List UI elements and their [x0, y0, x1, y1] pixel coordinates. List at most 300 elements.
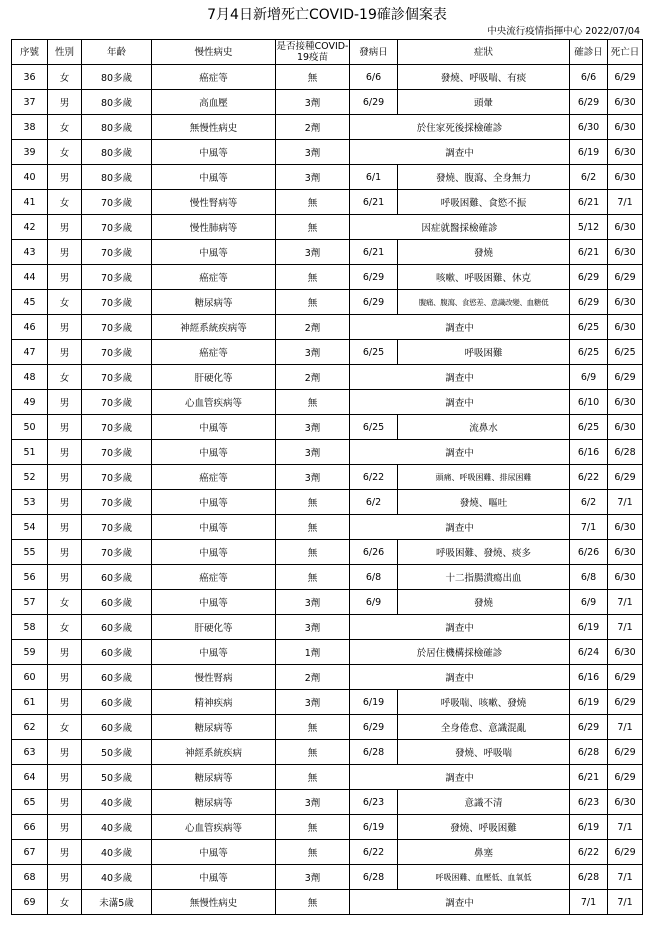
cell-no: 48: [12, 365, 48, 390]
cell-sex: 男: [48, 415, 82, 440]
cell-age: 50多歲: [82, 740, 152, 765]
table-row: [12, 490, 643, 515]
cell-vaccine: 3劑: [276, 90, 350, 115]
cell-symptoms: 呼吸困難、血壓低、血氧低: [398, 865, 570, 890]
cell-vaccine: 3劑: [276, 415, 350, 440]
cell-note: 於居住機構採檢確診: [350, 640, 570, 665]
cell-age: 70多歲: [82, 190, 152, 215]
cell-death: 7/1: [608, 890, 643, 915]
cell-history: 神經系統疾病等: [152, 315, 276, 340]
cell-sex: 男: [48, 790, 82, 815]
cell-confirmed: 6/9: [570, 590, 608, 615]
cell-vaccine: 無: [276, 390, 350, 415]
cell-no: 62: [12, 715, 48, 740]
header-age: 年齡: [82, 40, 152, 65]
cell-no: 57: [12, 590, 48, 615]
cell-symptoms: 頭痛、呼吸困難、排尿困難: [398, 465, 570, 490]
table-row: [12, 815, 643, 840]
cell-onset: 6/8: [350, 565, 398, 590]
cell-history: 慢性腎病等: [152, 190, 276, 215]
cell-onset: 6/25: [350, 340, 398, 365]
cell-history: 肝硬化等: [152, 615, 276, 640]
cell-onset: 6/29: [350, 290, 398, 315]
cell-no: 49: [12, 390, 48, 415]
cell-history: 慢性腎病: [152, 665, 276, 690]
cell-no: 39: [12, 140, 48, 165]
cell-note: 調查中: [350, 365, 570, 390]
cell-death: 6/30: [608, 165, 643, 190]
cell-symptoms: 十二指腸潰瘍出血: [398, 565, 570, 590]
cell-history: 癌症等: [152, 565, 276, 590]
cell-no: 53: [12, 490, 48, 515]
cell-vaccine: 無: [276, 265, 350, 290]
cell-onset: 6/28: [350, 740, 398, 765]
header-death: 死亡日: [608, 40, 643, 65]
cell-sex: 女: [48, 65, 82, 90]
cell-onset: 6/29: [350, 90, 398, 115]
cell-age: 40多歲: [82, 840, 152, 865]
cell-no: 42: [12, 215, 48, 240]
table-row: [12, 440, 643, 465]
cell-confirmed: 6/28: [570, 740, 608, 765]
cell-age: 60多歲: [82, 590, 152, 615]
cell-sex: 女: [48, 715, 82, 740]
cell-history: 中風等: [152, 515, 276, 540]
cell-death: 6/30: [608, 315, 643, 340]
cell-vaccine: 無: [276, 215, 350, 240]
cell-death: 6/29: [608, 265, 643, 290]
cell-vaccine: 2劑: [276, 315, 350, 340]
cell-sex: 女: [48, 615, 82, 640]
table-row: [12, 515, 643, 540]
cell-death: 6/28: [608, 440, 643, 465]
cell-age: 未滿5歲: [82, 890, 152, 915]
cell-onset: 6/23: [350, 790, 398, 815]
cell-vaccine: 無: [276, 815, 350, 840]
cell-history: 中風等: [152, 590, 276, 615]
cell-vaccine: 無: [276, 65, 350, 90]
cell-no: 51: [12, 440, 48, 465]
cell-vaccine: 無: [276, 290, 350, 315]
cell-sex: 女: [48, 365, 82, 390]
cell-vaccine: 無: [276, 515, 350, 540]
header-onset: 發病日: [350, 40, 398, 65]
cell-no: 64: [12, 765, 48, 790]
cell-confirmed: 6/21: [570, 240, 608, 265]
cell-confirmed: 6/19: [570, 815, 608, 840]
cell-sex: 女: [48, 140, 82, 165]
table-row: [12, 665, 643, 690]
cell-confirmed: 7/1: [570, 515, 608, 540]
cell-death: 6/30: [608, 390, 643, 415]
cell-vaccine: 3劑: [276, 340, 350, 365]
cell-no: 58: [12, 615, 48, 640]
cell-history: 癌症等: [152, 465, 276, 490]
cell-no: 54: [12, 515, 48, 540]
table-body: [12, 65, 643, 915]
cell-death: 6/30: [608, 565, 643, 590]
cell-symptoms: 咳嗽、呼吸困難、休克: [398, 265, 570, 290]
cell-symptoms: 發燒、呼吸困難: [398, 815, 570, 840]
cell-age: 70多歲: [82, 215, 152, 240]
cell-note: 調查中: [350, 440, 570, 465]
cell-no: 61: [12, 690, 48, 715]
cell-confirmed: 6/21: [570, 765, 608, 790]
cell-age: 70多歲: [82, 240, 152, 265]
cell-death: 6/30: [608, 140, 643, 165]
table-row: [12, 265, 643, 290]
cell-symptoms: 發燒、呼吸喘: [398, 740, 570, 765]
cell-history: 糖尿病等: [152, 765, 276, 790]
cell-symptoms: 全身倦怠、意識混亂: [398, 715, 570, 740]
cell-sex: 女: [48, 290, 82, 315]
header-no: 序號: [12, 40, 48, 65]
cell-vaccine: 無: [276, 540, 350, 565]
cell-sex: 女: [48, 890, 82, 915]
cell-no: 47: [12, 340, 48, 365]
cell-history: 無慢性病史: [152, 890, 276, 915]
cell-confirmed: 6/10: [570, 390, 608, 415]
table-row: [12, 90, 643, 115]
cell-confirmed: 6/23: [570, 790, 608, 815]
cell-confirmed: 6/22: [570, 465, 608, 490]
cell-no: 56: [12, 565, 48, 590]
cell-vaccine: 3劑: [276, 690, 350, 715]
cell-history: 中風等: [152, 840, 276, 865]
cell-sex: 男: [48, 315, 82, 340]
cell-vaccine: 無: [276, 565, 350, 590]
cell-onset: 6/21: [350, 190, 398, 215]
cell-death: 6/30: [608, 115, 643, 140]
cell-no: 37: [12, 90, 48, 115]
cell-vaccine: 無: [276, 190, 350, 215]
cell-confirmed: 6/21: [570, 190, 608, 215]
header-history: 慢性病史: [152, 40, 276, 65]
cell-sex: 男: [48, 640, 82, 665]
cell-age: 70多歲: [82, 540, 152, 565]
cell-age: 70多歲: [82, 265, 152, 290]
cell-symptoms: 腹痛、腹瀉、食慾差、意識改變、血糖低: [398, 290, 570, 315]
cell-note: 調查中: [350, 765, 570, 790]
cell-age: 80多歲: [82, 115, 152, 140]
cell-symptoms: 發燒: [398, 590, 570, 615]
cell-age: 80多歲: [82, 65, 152, 90]
cell-confirmed: 6/30: [570, 115, 608, 140]
cell-sex: 男: [48, 390, 82, 415]
cell-symptoms: 流鼻水: [398, 415, 570, 440]
cell-sex: 女: [48, 115, 82, 140]
cell-history: 中風等: [152, 165, 276, 190]
cell-death: 6/25: [608, 340, 643, 365]
header-symptoms: 症狀: [398, 40, 570, 65]
cell-sex: 男: [48, 815, 82, 840]
cell-symptoms: 發燒: [398, 240, 570, 265]
cell-age: 70多歲: [82, 490, 152, 515]
cell-symptoms: 呼吸喘、咳嗽、發燒: [398, 690, 570, 715]
cell-no: 68: [12, 865, 48, 890]
cell-onset: 6/6: [350, 65, 398, 90]
table-row: [12, 840, 643, 865]
cell-age: 70多歲: [82, 515, 152, 540]
cell-confirmed: 6/25: [570, 415, 608, 440]
cell-confirmed: 6/26: [570, 540, 608, 565]
cell-confirmed: 6/2: [570, 490, 608, 515]
header-vaccine: 是否接種COVID-19疫苗: [276, 41, 349, 63]
cell-history: 中風等: [152, 540, 276, 565]
cell-no: 46: [12, 315, 48, 340]
cell-death: 6/29: [608, 665, 643, 690]
table-row: [12, 465, 643, 490]
cell-vaccine: 1劑: [276, 640, 350, 665]
cell-sex: 男: [48, 165, 82, 190]
cell-death: 6/29: [608, 365, 643, 390]
cell-sex: 男: [48, 515, 82, 540]
cell-age: 70多歲: [82, 415, 152, 440]
cell-history: 無慢性病史: [152, 115, 276, 140]
cell-age: 40多歲: [82, 865, 152, 890]
table-row: [12, 290, 643, 315]
table-row: [12, 690, 643, 715]
table-row: [12, 115, 643, 140]
cell-onset: 6/22: [350, 840, 398, 865]
table-row: [12, 165, 643, 190]
cell-death: 7/1: [608, 865, 643, 890]
cell-onset: 6/28: [350, 865, 398, 890]
cell-no: 40: [12, 165, 48, 190]
cell-death: 6/29: [608, 65, 643, 90]
cell-confirmed: 6/24: [570, 640, 608, 665]
cell-confirmed: 6/29: [570, 265, 608, 290]
cell-confirmed: 6/8: [570, 565, 608, 590]
cell-confirmed: 6/29: [570, 290, 608, 315]
cell-history: 中風等: [152, 440, 276, 465]
cell-onset: 6/2: [350, 490, 398, 515]
cell-sex: 男: [48, 865, 82, 890]
cell-death: 6/30: [608, 290, 643, 315]
cell-vaccine: 無: [276, 890, 350, 915]
cell-vaccine: 3劑: [276, 615, 350, 640]
cell-death: 6/30: [608, 790, 643, 815]
cell-sex: 男: [48, 265, 82, 290]
cell-no: 69: [12, 890, 48, 915]
cell-vaccine: 無: [276, 740, 350, 765]
cell-age: 70多歲: [82, 290, 152, 315]
table-row: [12, 365, 643, 390]
cell-sex: 男: [48, 90, 82, 115]
cell-note: 於住家死後採檢確診: [350, 115, 570, 140]
cell-history: 中風等: [152, 415, 276, 440]
cell-death: 6/30: [608, 90, 643, 115]
cell-sex: 男: [48, 440, 82, 465]
cell-note: 因症就醫採檢確診: [350, 215, 570, 240]
cell-onset: 6/19: [350, 815, 398, 840]
cell-onset: 6/25: [350, 415, 398, 440]
cell-vaccine: 2劑: [276, 365, 350, 390]
cell-note: 調查中: [350, 315, 570, 340]
cell-no: 63: [12, 740, 48, 765]
cell-onset: 6/22: [350, 465, 398, 490]
table-row: [12, 415, 643, 440]
cell-history: 神經系統疾病: [152, 740, 276, 765]
cell-confirmed: 6/6: [570, 65, 608, 90]
cell-no: 65: [12, 790, 48, 815]
cell-history: 中風等: [152, 490, 276, 515]
cell-age: 60多歲: [82, 715, 152, 740]
cell-death: 6/29: [608, 690, 643, 715]
cell-no: 44: [12, 265, 48, 290]
cell-vaccine: 無: [276, 765, 350, 790]
table-row: [12, 65, 643, 90]
cell-history: 肝硬化等: [152, 365, 276, 390]
cell-vaccine: 無: [276, 715, 350, 740]
cell-age: 70多歲: [82, 390, 152, 415]
cell-symptoms: 意識不清: [398, 790, 570, 815]
source-line: 中央流行疫情指揮中心 2022/07/04: [487, 26, 640, 37]
cell-no: 43: [12, 240, 48, 265]
cell-death: 6/30: [608, 415, 643, 440]
cell-symptoms: 發燒、呼吸喘、有痰: [398, 65, 570, 90]
cell-note: 調查中: [350, 515, 570, 540]
page-title: 7月4日新增死亡COVID-19確診個案表: [207, 7, 447, 23]
cell-history: 糖尿病等: [152, 290, 276, 315]
cell-history: 中風等: [152, 865, 276, 890]
cell-death: 6/30: [608, 215, 643, 240]
cell-vaccine: 3劑: [276, 165, 350, 190]
header-confirmed: 確診日: [570, 40, 608, 65]
header-sex: 性別: [48, 40, 82, 65]
cell-no: 36: [12, 65, 48, 90]
cell-sex: 男: [48, 215, 82, 240]
cell-death: 7/1: [608, 615, 643, 640]
cell-vaccine: 3劑: [276, 590, 350, 615]
cell-note: 調查中: [350, 890, 570, 915]
cell-sex: 男: [48, 240, 82, 265]
table-row: [12, 390, 643, 415]
table-row: [12, 865, 643, 890]
cell-death: 6/30: [608, 540, 643, 565]
cell-age: 70多歲: [82, 465, 152, 490]
cell-no: 45: [12, 290, 48, 315]
table-row: [12, 215, 643, 240]
cell-history: 癌症等: [152, 340, 276, 365]
cell-history: 糖尿病等: [152, 715, 276, 740]
cell-death: 6/29: [608, 840, 643, 865]
cell-age: 40多歲: [82, 790, 152, 815]
cell-sex: 男: [48, 540, 82, 565]
cell-sex: 男: [48, 565, 82, 590]
cell-sex: 男: [48, 840, 82, 865]
cell-sex: 男: [48, 690, 82, 715]
cell-confirmed: 6/9: [570, 365, 608, 390]
cell-age: 60多歲: [82, 665, 152, 690]
table-row: [12, 765, 643, 790]
cell-no: 59: [12, 640, 48, 665]
cell-age: 70多歲: [82, 440, 152, 465]
cell-age: 40多歲: [82, 815, 152, 840]
table-row: [12, 565, 643, 590]
cell-age: 80多歲: [82, 90, 152, 115]
cell-symptoms: 呼吸困難: [398, 340, 570, 365]
cell-age: 60多歲: [82, 640, 152, 665]
cell-no: 38: [12, 115, 48, 140]
cell-onset: 6/29: [350, 715, 398, 740]
table-row: [12, 790, 643, 815]
cell-confirmed: 6/19: [570, 690, 608, 715]
cell-vaccine: 2劑: [276, 115, 350, 140]
table-row: [12, 615, 643, 640]
cell-symptoms: 鼻塞: [398, 840, 570, 865]
cell-history: 心血管疾病等: [152, 390, 276, 415]
cell-no: 52: [12, 465, 48, 490]
cell-onset: 6/29: [350, 265, 398, 290]
cell-death: 7/1: [608, 490, 643, 515]
cell-history: 中風等: [152, 140, 276, 165]
cell-vaccine: 2劑: [276, 665, 350, 690]
cell-confirmed: 5/12: [570, 215, 608, 240]
cell-vaccine: 無: [276, 490, 350, 515]
cell-note: 調查中: [350, 140, 570, 165]
cell-history: 中風等: [152, 640, 276, 665]
cell-symptoms: 頭暈: [398, 90, 570, 115]
cell-age: 60多歲: [82, 690, 152, 715]
cell-symptoms: 發燒、嘔吐: [398, 490, 570, 515]
cell-age: 80多歲: [82, 140, 152, 165]
header-row: [12, 40, 643, 65]
cell-no: 50: [12, 415, 48, 440]
cell-history: 癌症等: [152, 65, 276, 90]
cell-death: 6/29: [608, 465, 643, 490]
cell-confirmed: 6/19: [570, 140, 608, 165]
cell-history: 慢性肺病等: [152, 215, 276, 240]
table-row: [12, 240, 643, 265]
cell-sex: 男: [48, 665, 82, 690]
cell-confirmed: 6/25: [570, 340, 608, 365]
cell-age: 50多歲: [82, 765, 152, 790]
cell-vaccine: 3劑: [276, 440, 350, 465]
cell-onset: 6/19: [350, 690, 398, 715]
cell-confirmed: 6/19: [570, 615, 608, 640]
cell-confirmed: 6/2: [570, 165, 608, 190]
cell-history: 中風等: [152, 240, 276, 265]
cell-age: 60多歲: [82, 565, 152, 590]
cell-vaccine: 3劑: [276, 140, 350, 165]
cell-no: 67: [12, 840, 48, 865]
cell-symptoms: 呼吸困難、發燒、痰多: [398, 540, 570, 565]
cell-confirmed: 6/22: [570, 840, 608, 865]
table-row: [12, 315, 643, 340]
cell-onset: 6/26: [350, 540, 398, 565]
cell-death: 6/29: [608, 740, 643, 765]
cell-age: 70多歲: [82, 365, 152, 390]
cell-history: 糖尿病等: [152, 790, 276, 815]
cell-age: 80多歲: [82, 165, 152, 190]
cases-table: [11, 39, 643, 915]
cell-death: 6/30: [608, 515, 643, 540]
cell-history: 癌症等: [152, 265, 276, 290]
table-row: [12, 640, 643, 665]
cell-death: 7/1: [608, 190, 643, 215]
cell-confirmed: 6/25: [570, 315, 608, 340]
cell-symptoms: 呼吸困難、食慾不振: [398, 190, 570, 215]
cell-confirmed: 6/29: [570, 715, 608, 740]
cell-no: 41: [12, 190, 48, 215]
cell-confirmed: 6/29: [570, 90, 608, 115]
cell-sex: 男: [48, 765, 82, 790]
table-row: [12, 740, 643, 765]
cell-onset: 6/21: [350, 240, 398, 265]
cell-onset: 6/9: [350, 590, 398, 615]
cell-sex: 女: [48, 590, 82, 615]
